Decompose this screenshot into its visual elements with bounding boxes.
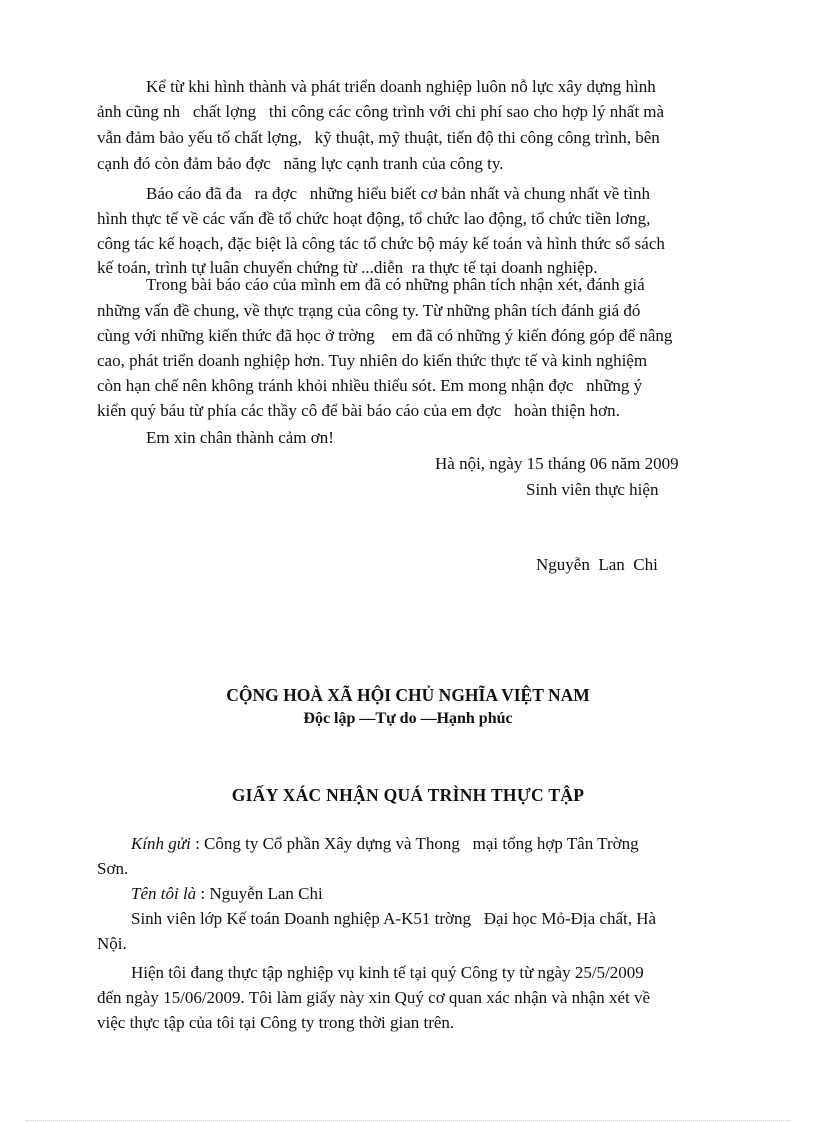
paragraph-3-line-4: cao, phát triển doanh nghiệp hơn. Tuy nhiên do kiến thức thực tế và kinh nghiệm: [97, 351, 648, 370]
name-label: Tên tôi là: [131, 884, 197, 903]
paragraph-2-line-3: công tác kế hoạch, đặc biệt là công tác tổ chức bộ máy kế toán và hình thức sổ sách: [97, 234, 665, 253]
paragraph-3-line-1: Trong bài báo cáo của mình em đã có những phân tích nhận xét, đánh giá: [146, 275, 645, 294]
paragraph-2-line-2: hình thực tế về các vấn đề tổ chức hoạt động, tổ chức lao động, tổ chức tiền lơng,: [97, 209, 651, 228]
page-bottom-divider: [26, 1120, 790, 1121]
paragraph-1-line-1: Kể từ khi hình thành và phát triển doanh nghiệp luôn nỗ lực xây dựng hình: [146, 77, 656, 96]
internship-line-1: Hiện tôi đang thực tập nghiệp vụ kinh tế tại quý Công ty từ ngày 25/5/2009: [131, 963, 644, 982]
signer-name: Nguyễn Lan Chi: [536, 555, 658, 574]
national-title: CỘNG HOÀ XÃ HỘI CHỦ NGHĨA VIỆT NAM: [226, 685, 590, 705]
student-line-2: Nội.: [97, 934, 127, 953]
paragraph-3-line-5: còn hạn chế nên không tránh khỏi nhiều thiếu sót. Em mong nhận đợc những ý: [97, 376, 643, 395]
recipient-line: [131, 833, 639, 855]
paragraph-2-line-4: kế toán, trình tự luân chuyển chứng từ ...diễn ra thực tế tại doanh nghiệp.: [97, 258, 598, 277]
paragraph-1-line-3: vẫn đảm bảo yếu tố chất lợng, kỹ thuật, mỹ thuật, tiến độ thi công công trình, bên: [97, 128, 660, 147]
paragraph-1-line-4: cạnh đó còn đảm bảo đợc năng lực cạnh tranh của công ty.: [97, 154, 504, 173]
student-line-1: Sinh viên lớp Kế toán Doanh nghiệp A-K51 trờng Đại học Mỏ-Địa chất, Hà: [131, 909, 657, 928]
paragraph-3-line-2: những vấn đề chung, về thực trạng của công ty. Từ những phân tích đánh giá đó: [97, 301, 641, 320]
paragraph-1-line-2: ảnh cũng nh chất lợng thi công các công trình với chi phí sao cho hợp lý nhất mà: [97, 102, 665, 121]
signer-role: Sinh viên thực hiện: [526, 480, 659, 499]
national-motto: Độc lập —Tự do —Hạnh phúc: [303, 710, 513, 727]
recipient-value: : Công ty Cổ phần Xây dựng và Thong mại tổng hợp Tân Trờng: [190, 834, 639, 853]
internship-line-2: đến ngày 15/06/2009. Tôi làm giấy này xin Quý cơ quan xác nhận và nhận xét về: [97, 988, 651, 1007]
recipient-line-cont: Sơn.: [97, 859, 129, 878]
name-line: [131, 883, 323, 905]
paragraph-3-line-3: cùng với những kiến thức đã học ở trờng em đã có những ý kiến đóng góp để nâng: [97, 326, 673, 345]
place-date: Hà nội, ngày 15 tháng 06 năm 2009: [435, 454, 679, 473]
name-value: : Nguyễn Lan Chi: [196, 884, 323, 903]
recipient-label: Kính gửi: [131, 834, 191, 853]
document-title: GIẤY XÁC NHẬN QUÁ TRÌNH THỰC TẬP: [231, 785, 585, 805]
paragraph-3-line-6: kiến quý báu từ phía các thầy cô để bài báo cáo của em đợc hoàn thiện hơn.: [97, 401, 620, 420]
paragraph-2-line-1: Báo cáo đã đa ra đợc những hiểu biết cơ bản nhất và chung nhất về tình: [146, 184, 650, 203]
internship-line-3: việc thực tập của tôi tại Công ty trong thời gian trên.: [97, 1013, 455, 1032]
closing-thanks: Em xin chân thành cảm ơn!: [146, 428, 334, 447]
